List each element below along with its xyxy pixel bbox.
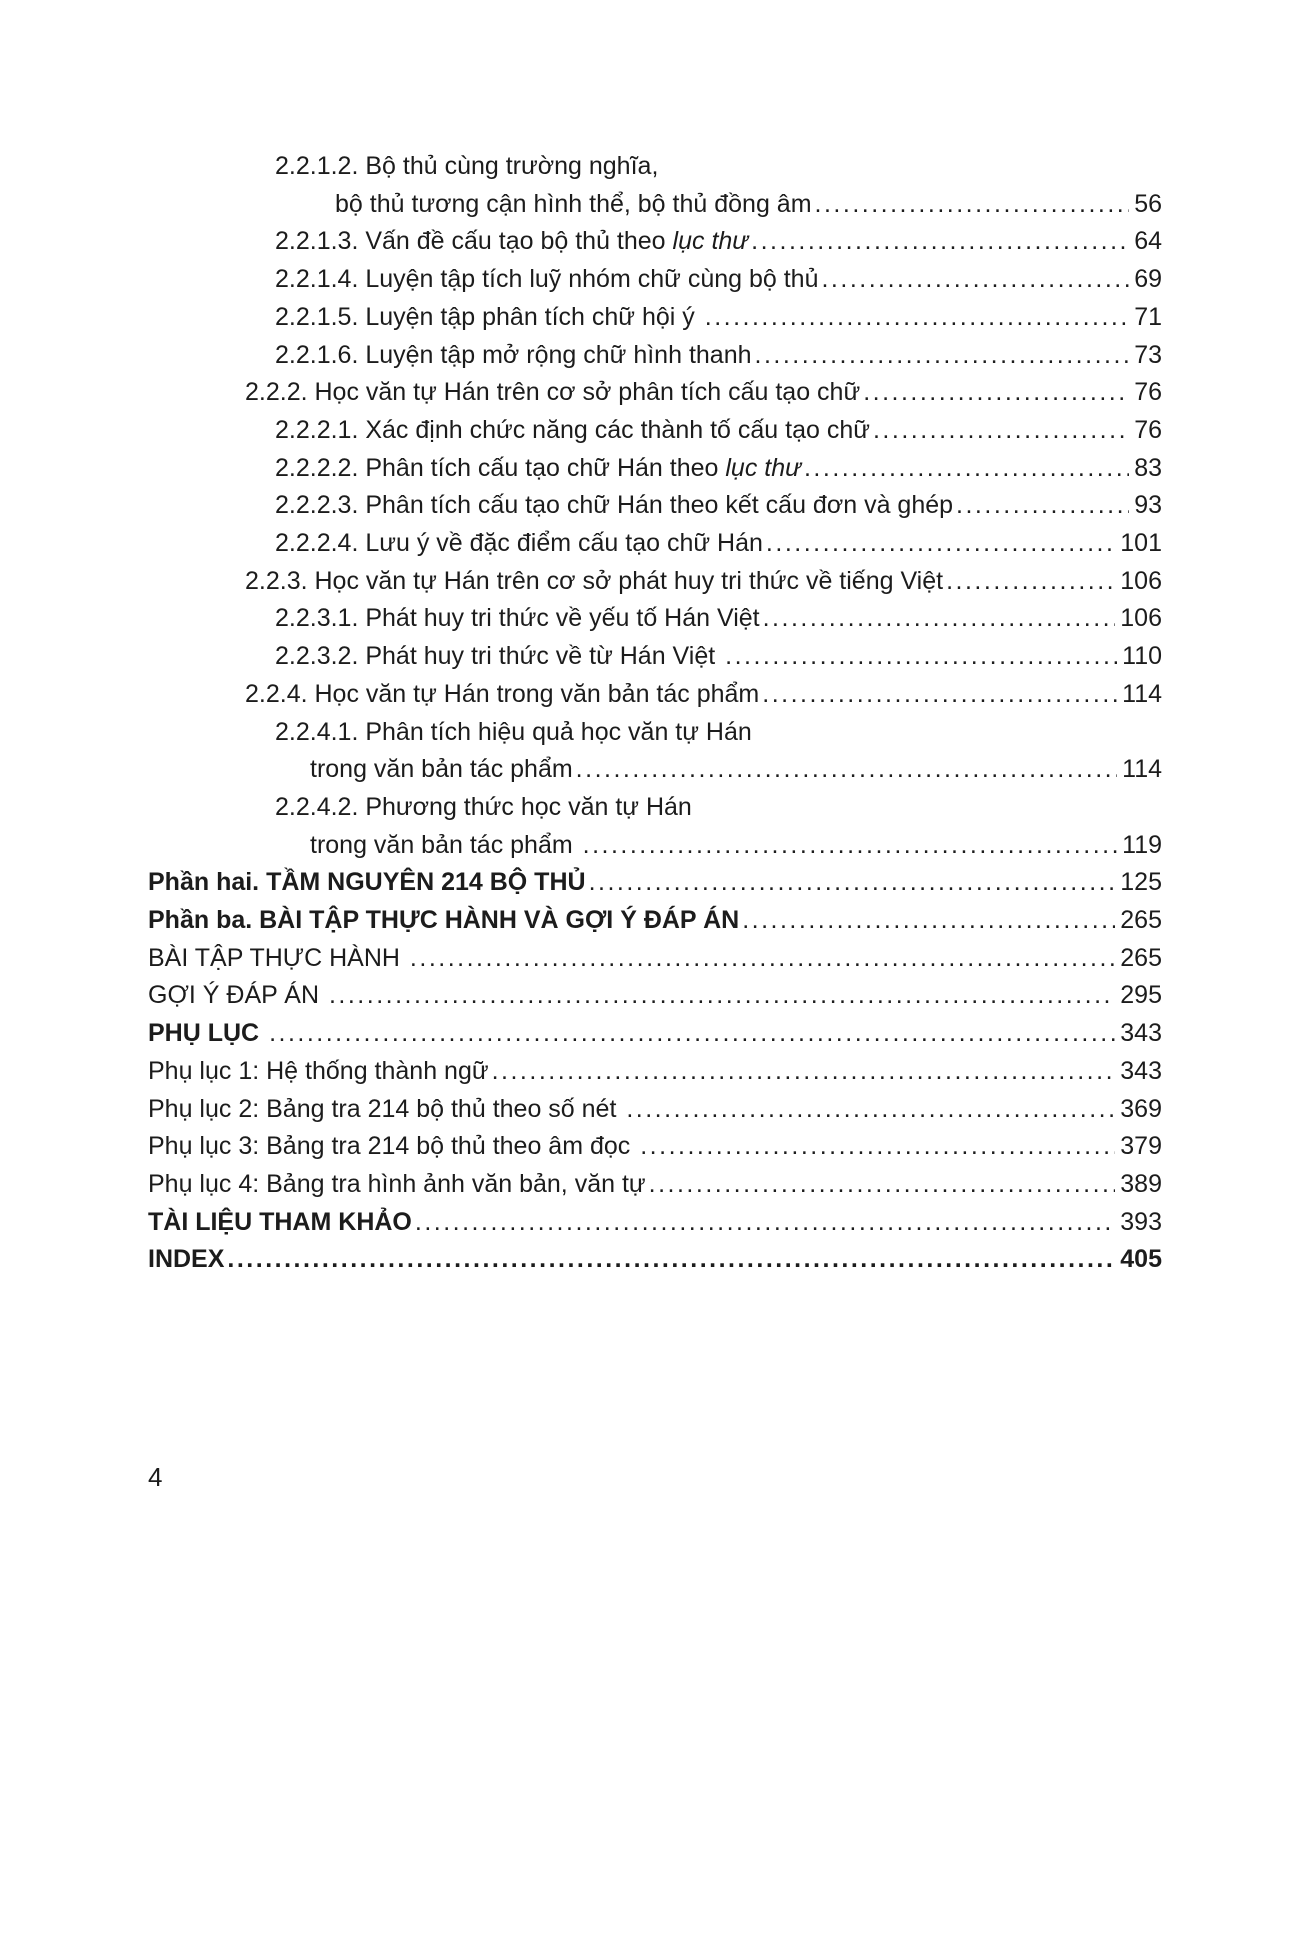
toc-entry-text: Phụ lục 2: Bảng tra 214 bộ thủ theo số nét [148,1094,624,1123]
toc-page-number: 69 [1134,265,1162,294]
toc-entry-label [275,714,752,752]
toc-entry [148,450,1162,488]
toc-entry [148,676,1162,714]
toc-page-number: 265 [1120,906,1162,935]
toc-entry-label [148,940,407,978]
toc-page-number: 76 [1134,415,1162,444]
toc-entry-text: 2.2.2. Học văn tự Hán trên cơ sở phân tích cấu tạo chữ [245,378,861,407]
toc-dot-leader [410,940,1115,978]
toc-entry [148,600,1162,638]
toc-entry-label [310,751,573,789]
toc-entry [148,714,1162,752]
toc-entry-label [245,374,860,412]
toc-entry-text: BÀI TẬP THỰC HÀNH [148,943,407,972]
toc-page-number: 93 [1134,491,1162,520]
toc-page-number: 265 [1120,943,1162,972]
toc-entry-label [275,261,818,299]
toc-entry-text: 2.2.2.3. Phân tích cấu tạo chữ Hán theo kết cấu đơn và ghép [275,491,954,520]
toc-page-number: 389 [1120,1169,1162,1198]
toc-dot-leader [763,600,1116,638]
toc-entry [148,1015,1162,1053]
toc-entry-label [148,864,586,902]
toc-dot-leader [751,223,1129,261]
toc-dot-leader [725,638,1117,676]
toc-page-number: 125 [1120,868,1162,897]
toc-page-number: 343 [1120,1056,1162,1085]
toc-dot-leader [329,977,1115,1015]
toc-entry-text: lục thư [672,227,749,256]
toc-entry [148,827,1162,865]
toc-entry-text: 2.2.1.4. Luyện tập tích luỹ nhóm chữ cùng bộ thủ [275,265,819,294]
toc-entry [148,186,1162,224]
toc-entry [148,148,1162,186]
toc-page-number: 343 [1120,1019,1162,1048]
toc-dot-leader [873,412,1129,450]
toc-entry-text: 2.2.4.2. Phương thức học văn tự Hán [275,792,692,821]
toc-entry [148,1053,1162,1091]
toc-entry-label [275,525,763,563]
toc-entry-text: PHỤ LỤC [148,1019,267,1048]
toc-entry [148,525,1162,563]
toc-entry-text: 2.2.2.1. Xác định chức năng các thành tố cấu tạo chữ [275,415,870,444]
toc-dot-leader [804,450,1129,488]
toc-entry-text: trong văn bản tác phẩm [310,755,573,784]
toc-entry-label [310,827,580,865]
toc-entry-label [245,676,759,714]
toc-page-number: 56 [1134,189,1162,218]
toc-entry-text: trong văn bản tác phẩm [310,830,580,859]
toc-entry-label [275,299,702,337]
toc-entry [148,864,1162,902]
toc-entry-label [275,450,801,488]
toc-entry-text: Phụ lục 3: Bảng tra 214 bộ thủ theo âm đọc [148,1132,638,1161]
toc-entry-label [275,638,722,676]
toc-entry [148,1166,1162,1204]
toc-entry [148,789,1162,827]
table-of-contents [148,148,1162,1279]
toc-dot-leader [626,1091,1115,1129]
toc-entry-label [148,1241,224,1279]
toc-entry-text: lục thư [725,453,801,482]
toc-dot-leader [766,525,1115,563]
toc-entry [148,412,1162,450]
toc-page-number: 110 [1122,642,1162,671]
toc-entry-text: GỢI Ý ĐÁP ÁN [148,981,326,1010]
toc-entry [148,563,1162,601]
toc-dot-leader [583,827,1118,865]
toc-entry-label [275,487,953,525]
toc-entry-text: Phần ba. BÀI TẬP THỰC HÀNH VÀ GỢI Ý ĐÁP ÁN [148,906,740,935]
toc-dot-leader [956,487,1129,525]
toc-entry [148,487,1162,525]
toc-entry [148,261,1162,299]
toc-page-number: 393 [1120,1207,1162,1236]
toc-entry-text: Phụ lục 1: Hệ thống thành ngữ [148,1056,489,1085]
toc-entry [148,223,1162,261]
toc-entry-text: 2.2.1.2. Bộ thủ cùng trường nghĩa, [275,152,659,180]
toc-entry-text: Phần hai. TẦM NGUYÊN 214 BỘ THỦ [148,868,586,897]
toc-dot-leader [705,299,1129,337]
toc-dot-leader [576,751,1117,789]
toc-entry-text: bộ thủ tương cận hình thể, bộ thủ đồng âm [335,189,812,218]
toc-entry-label [245,563,943,601]
toc-entry-label [148,902,739,940]
toc-entry-label [148,1015,266,1053]
toc-entry [148,1241,1162,1279]
toc-page-number: 101 [1120,529,1162,558]
toc-entry-label [148,1053,489,1091]
toc-entry-text: Phụ lục 4: Bảng tra hình ảnh văn bản, văn tự [148,1169,646,1198]
toc-page-number: 64 [1134,227,1162,256]
toc-entry-label [275,600,760,638]
toc-dot-leader [227,1241,1115,1279]
toc-page-number: 83 [1134,453,1162,482]
toc-page-number: 73 [1134,340,1162,369]
toc-dot-leader [821,261,1129,299]
toc-entry-label [275,789,692,827]
toc-page-number: 106 [1120,604,1162,633]
toc-page-number: 379 [1120,1132,1162,1161]
toc-entry [148,1204,1162,1242]
toc-dot-leader [742,902,1115,940]
toc-page-number: 114 [1122,755,1162,784]
folio-page-number: 4 [148,1462,163,1492]
toc-page-number: 71 [1134,302,1162,331]
toc-entry [148,751,1162,789]
toc-entry-label [335,186,812,224]
toc-dot-leader [589,864,1116,902]
toc-entry-text: 2.2.1.5. Luyện tập phân tích chữ hội ý [275,302,702,331]
toc-entry-text: 2.2.3.1. Phát huy tri thức về yếu tố Hán Việt [275,604,760,633]
toc-entry [148,902,1162,940]
toc-entry-text: 2.2.4. Học văn tự Hán trong văn bản tác phẩm [245,679,760,708]
toc-entry-label [148,1128,637,1166]
toc-page-number: 114 [1122,679,1162,708]
toc-dot-leader [863,374,1129,412]
toc-entry [148,337,1162,375]
toc-dot-leader [815,186,1130,224]
toc-entry-label [148,1091,623,1129]
toc-page-number: 295 [1120,981,1162,1010]
toc-entry-text: 2.2.1.6. Luyện tập mở rộng chữ hình thanh [275,340,752,369]
toc-entry-text: INDEX [148,1245,225,1274]
toc-entry-text: TÀI LIỆU THAM KHẢO [148,1207,412,1236]
toc-entry [148,940,1162,978]
toc-entry-label [275,148,658,186]
toc-entry [148,1091,1162,1129]
toc-entry-text: 2.2.3.2. Phát huy tri thức về từ Hán Việt [275,642,723,671]
toc-page-number: 119 [1122,830,1162,859]
toc-page-number: 369 [1120,1094,1162,1123]
toc-entry-label [148,1204,412,1242]
toc-entry-text: 2.2.4.1. Phân tích hiệu quả học văn tự Hán [275,717,752,746]
toc-entry [148,1128,1162,1166]
toc-entry-text: 2.2.3. Học văn tự Hán trên cơ sở phát huy tri thức về tiếng Việt [245,566,944,595]
toc-entry-label [275,223,748,261]
toc-entry-label [148,1166,646,1204]
toc-entry [148,299,1162,337]
toc-dot-leader [762,676,1117,714]
toc-entry-label [148,977,326,1015]
toc-dot-leader [640,1128,1115,1166]
toc-page-number: 106 [1120,566,1162,595]
toc-entry-text: 2.2.1.3. Vấn đề cấu tạo bộ thủ theo [275,227,673,256]
toc-entry-text: 2.2.2.4. Lưu ý về đặc điểm cấu tạo chữ Hán [275,529,763,558]
toc-list [148,148,1162,1279]
toc-dot-leader [415,1204,1115,1242]
toc-entry [148,374,1162,412]
toc-dot-leader [492,1053,1116,1091]
toc-dot-leader [755,337,1130,375]
toc-entry-text: 2.2.2.2. Phân tích cấu tạo chữ Hán theo [275,453,726,482]
toc-page-number: 405 [1120,1245,1162,1274]
toc-entry [148,638,1162,676]
toc-entry [148,977,1162,1015]
toc-dot-leader [649,1166,1116,1204]
toc-entry-label [275,337,752,375]
toc-page-number: 76 [1134,378,1162,407]
toc-dot-leader [946,563,1115,601]
toc-entry-label [275,412,870,450]
toc-dot-leader [269,1015,1115,1053]
